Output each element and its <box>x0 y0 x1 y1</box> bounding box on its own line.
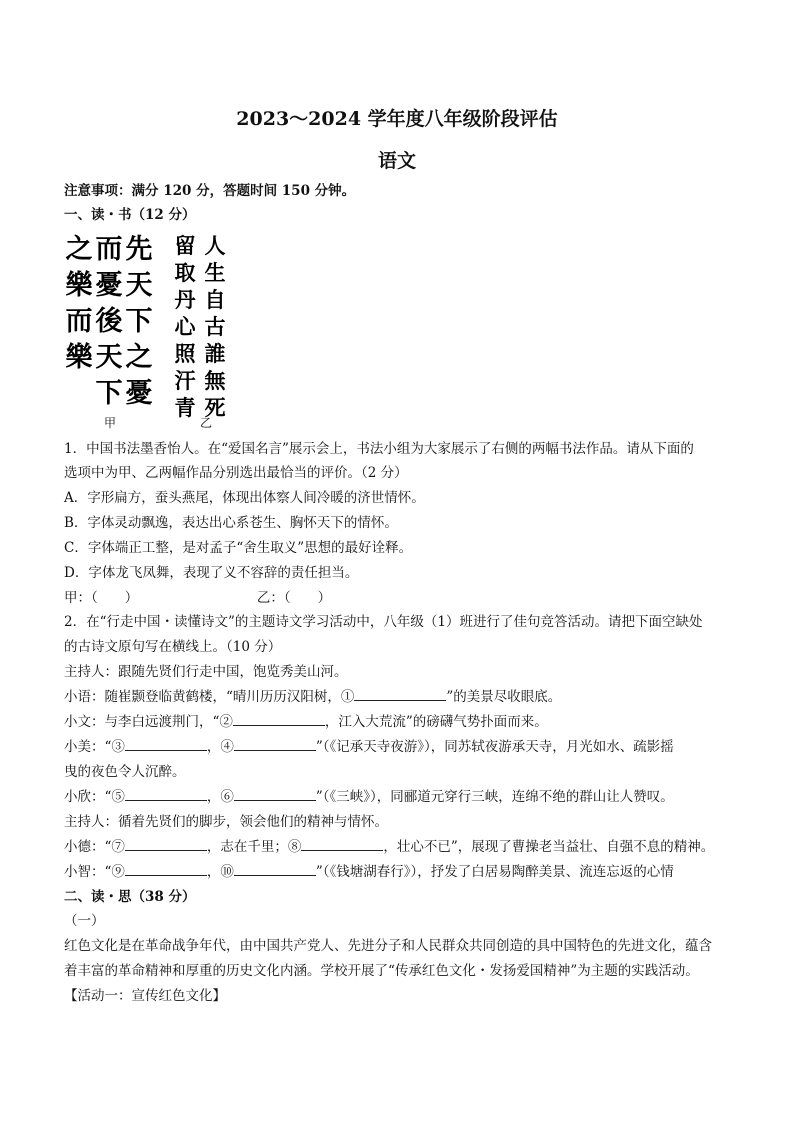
q1-stem-2: 选项中为甲、乙两幅作品分别选出最恰当的评价。（2 分） <box>64 465 408 481</box>
q2-host-line-2: 主持人：循着先贤们的脚步，领会他们的精神与情怀。 <box>64 814 388 830</box>
q2-stem-1: 2．在“行走中国・读懂诗文”的主题诗文学习活动中，八年级（1）班进行了佳句竞答活动。请把下面空缺处 <box>64 614 703 630</box>
q2-text: 小文：与李白远渡荆门，“② <box>64 714 233 730</box>
activity-1-heading: 【活动一：宣传红色文化】 <box>64 988 226 1004</box>
notice: 注意事项：满分 120 分，答题时间 150 分钟。 <box>64 183 356 199</box>
q2-stem-2: 的古诗文原句写在横线上。（10 分） <box>64 639 282 655</box>
answer-blank-5[interactable] <box>125 788 207 801</box>
calligraphy-column: 而 憂 後 天 下 <box>95 234 123 409</box>
q2-text: ”（《钱塘湖春行》），抒发了白居易陶醉美景、流连忘返的心情 <box>315 864 674 880</box>
q2-host-line-1: 主持人：跟随先贤们行走中国，饱览秀美山河。 <box>64 664 348 680</box>
q1-option-c: C．字体端正工整，是对孟子“舍生取义”思想的最好诠释。 <box>64 540 413 556</box>
calligraphy-yi-label: 乙 <box>200 416 213 430</box>
subject-title: 语文 <box>377 150 416 172</box>
answer-blank-1[interactable] <box>354 688 446 701</box>
q2-text: 小欣：“⑤ <box>64 789 125 805</box>
q2-text: ，江入大荒流”的磅礴气势扑面而来。 <box>324 714 548 730</box>
q2-text: ，志在千里；⑧ <box>206 839 302 855</box>
q2-xiaomei-line-2: 曳的夜色令人沉醉。 <box>64 764 186 780</box>
section2-para-line-1: 红色文化是在革命战争年代，由中国共产党人、先进分子和人民群众共同创造的具中国特色的先进文化，蕴含 <box>64 938 712 954</box>
section1-heading: 一、读・书（12 分） <box>64 207 196 223</box>
answer-blank-6[interactable] <box>234 788 316 801</box>
q2-text: ，⑩ <box>206 864 234 880</box>
answer-blank-9[interactable] <box>125 863 207 876</box>
q1-stem-1: 1．中国书法墨香怡人。在“爱国名言”展示会上，书法小组为大家展示了右侧的两幅书法作品。请从下面的 <box>64 441 694 457</box>
exam-title: 2023～2024 学年度八年级阶段评估 <box>236 108 558 130</box>
q1-option-d: D．字体龙飞凤舞，表现了义不容辞的责任担当。 <box>64 565 359 581</box>
q2-text: ”（《三峡》），同郦道元穿行三峡，连绵不绝的群山让人赞叹。 <box>315 789 674 805</box>
q2-xiaode-line <box>64 838 744 856</box>
answer-blank-7[interactable] <box>125 838 207 851</box>
q2-text: 小德：“⑦ <box>64 839 125 855</box>
answer-blank-3[interactable] <box>125 738 207 751</box>
q1-option-b: B．字体灵动飘逸，表达出心系苍生、胸怀天下的情怀。 <box>64 515 398 531</box>
q2-text: ”的美景尽收眼底。 <box>446 689 562 705</box>
q1-answer-row <box>64 589 744 607</box>
section2-heading: 二、读・思（38 分） <box>64 889 196 905</box>
calligraphy-column: 留 取 丹 心 照 汗 青 <box>174 233 196 420</box>
q2-text: ，④ <box>206 739 234 755</box>
q1-option-a: A．字形扁方，蚕头燕尾，体现出体察人间冷暖的济世情怀。 <box>64 490 425 506</box>
q2-xiaoxin-line <box>64 788 744 806</box>
q2-xiaozhi-line <box>64 863 744 881</box>
section2-subheading: （一） <box>64 913 105 929</box>
answer-blank-4[interactable] <box>234 738 316 751</box>
q2-text: 小美：“③ <box>64 739 125 755</box>
calligraphy-column: 人 生 自 古 誰 無 死 <box>204 233 226 420</box>
q2-text: ”（《记承天寺夜游》），同苏轼夜游承天寺，月光如水、疏影摇 <box>315 739 674 755</box>
answer-blank-8[interactable] <box>301 838 383 851</box>
answer-blank-10[interactable] <box>234 863 316 876</box>
q2-text: ，⑥ <box>206 789 234 805</box>
q2-xiaomei-line <box>64 738 744 756</box>
q2-text: 小语：随崔颢登临黄鹤楼，“晴川历历汉阳树，① <box>64 689 355 705</box>
calligraphy-jia-label: 甲 <box>104 416 117 430</box>
answer-blank-2[interactable] <box>233 713 325 726</box>
q2-text: ，壮心不已”，展现了曹操老当益壮、自强不息的精神。 <box>383 839 715 855</box>
q1-answer-jia[interactable]: 甲：（ ） <box>64 590 139 606</box>
q1-answer-yi[interactable]: 乙：（ ） <box>256 590 332 606</box>
q2-xiaowen-line <box>64 713 744 731</box>
section2-para-line-2: 着丰富的革命精神和厚重的历史文化内涵。学校开展了“传承红色文化・发扬爱国精神”为主题的实践活动。 <box>64 963 699 979</box>
calligraphy-column: 先 天 下 之 憂 <box>125 234 153 409</box>
q2-xiaoyu-line <box>64 688 744 706</box>
q2-text: 小智：“⑨ <box>64 864 125 880</box>
calligraphy-column: 之 樂 而 樂 <box>65 234 93 373</box>
